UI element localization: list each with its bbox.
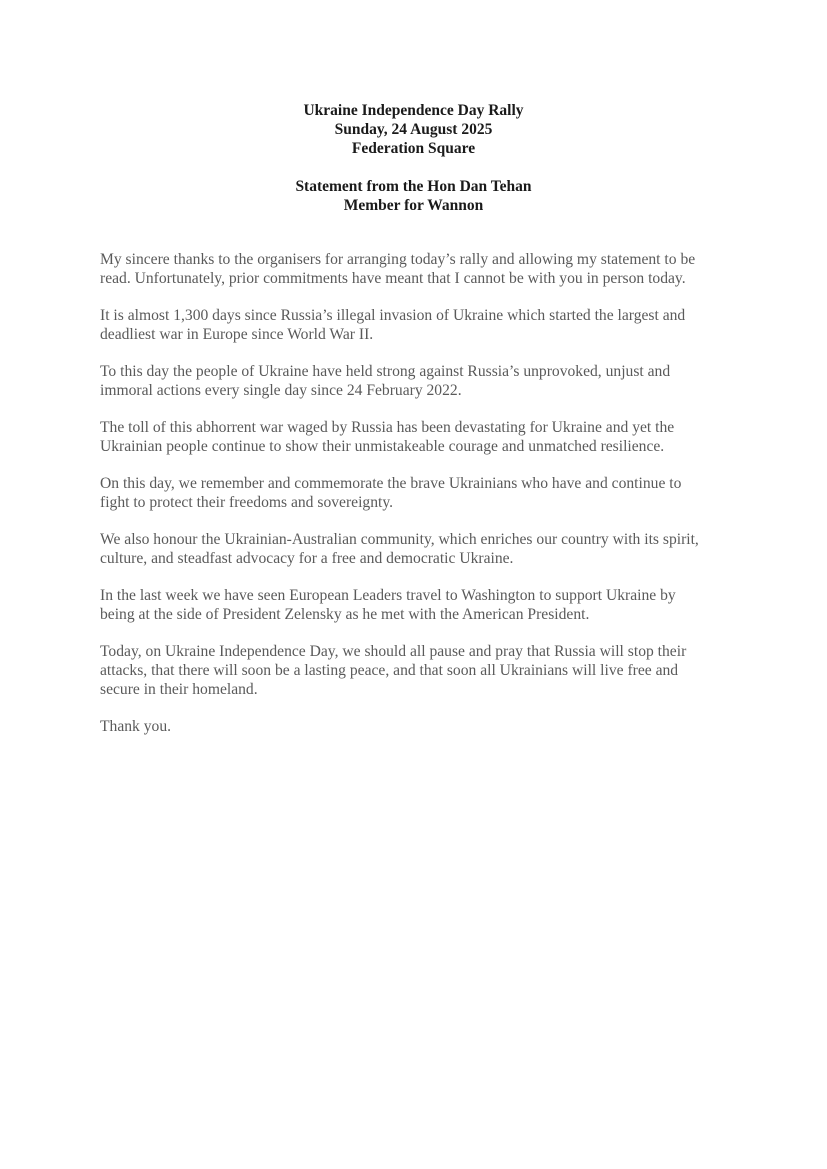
document-header <box>0 101 827 215</box>
statement-body <box>100 250 740 754</box>
paragraph <box>100 306 740 344</box>
paragraph-line: The toll of this abhorrent war waged by Russia has been devastating for Ukraine and yet the <box>100 419 675 436</box>
paragraph-line: In the last week we have seen European Leaders travel to Washington to support Ukraine by <box>100 587 676 604</box>
paragraph-line: immoral actions every single day since 24 February 2022. <box>100 382 462 399</box>
paragraph-line: being at the side of President Zelensky as he met with the American President. <box>100 606 590 623</box>
paragraph-line: Today, on Ukraine Independence Day, we should all pause and pray that Russia will stop their <box>100 643 687 660</box>
event-title: Ukraine Independence Day Rally <box>303 102 524 119</box>
paragraph-line: Ukrainian people continue to show their unmistakeable courage and unmatched resilience. <box>100 438 665 455</box>
header-spacer <box>0 158 827 177</box>
paragraph-line: deadliest war in Europe since World War II. <box>100 326 374 343</box>
paragraph-line: secure in their homeland. <box>100 681 258 698</box>
event-date: Sunday, 24 August 2025 <box>334 121 493 138</box>
paragraph <box>100 250 740 288</box>
paragraph <box>100 362 740 400</box>
paragraph <box>100 474 740 512</box>
paragraph-line: Thank you. <box>100 718 172 735</box>
event-location: Federation Square <box>351 140 476 157</box>
paragraph <box>100 418 740 456</box>
paragraph <box>100 586 740 624</box>
paragraph-line: We also honour the Ukrainian-Australian community, which enriches our country with its spirit, <box>100 531 699 548</box>
statement-title: Statement from the Hon Dan Tehan <box>295 178 532 195</box>
paragraph <box>100 642 740 699</box>
paragraph-line: fight to protect their freedoms and sovereignty. <box>100 494 394 511</box>
paragraph-line: read. Unfortunately, prior commitments have meant that I cannot be with you in person today. <box>100 270 686 287</box>
statement-role: Member for Wannon <box>343 197 484 214</box>
paragraph <box>100 530 740 568</box>
paragraph-line: On this day, we remember and commemorate the brave Ukrainians who have and continue to <box>100 475 682 492</box>
paragraph-line: attacks, that there will soon be a lasting peace, and that soon all Ukrainians will live free and <box>100 662 679 679</box>
paragraph-line: My sincere thanks to the organisers for arranging today’s rally and allowing my statement to be <box>100 251 696 268</box>
paragraph-line: It is almost 1,300 days since Russia’s illegal invasion of Ukraine which started the largest and <box>100 307 686 324</box>
paragraph-line: culture, and steadfast advocacy for a free and democratic Ukraine. <box>100 550 514 567</box>
closing-line <box>100 717 740 736</box>
paragraph-line: To this day the people of Ukraine have held strong against Russia’s unprovoked, unjust and <box>100 363 671 380</box>
